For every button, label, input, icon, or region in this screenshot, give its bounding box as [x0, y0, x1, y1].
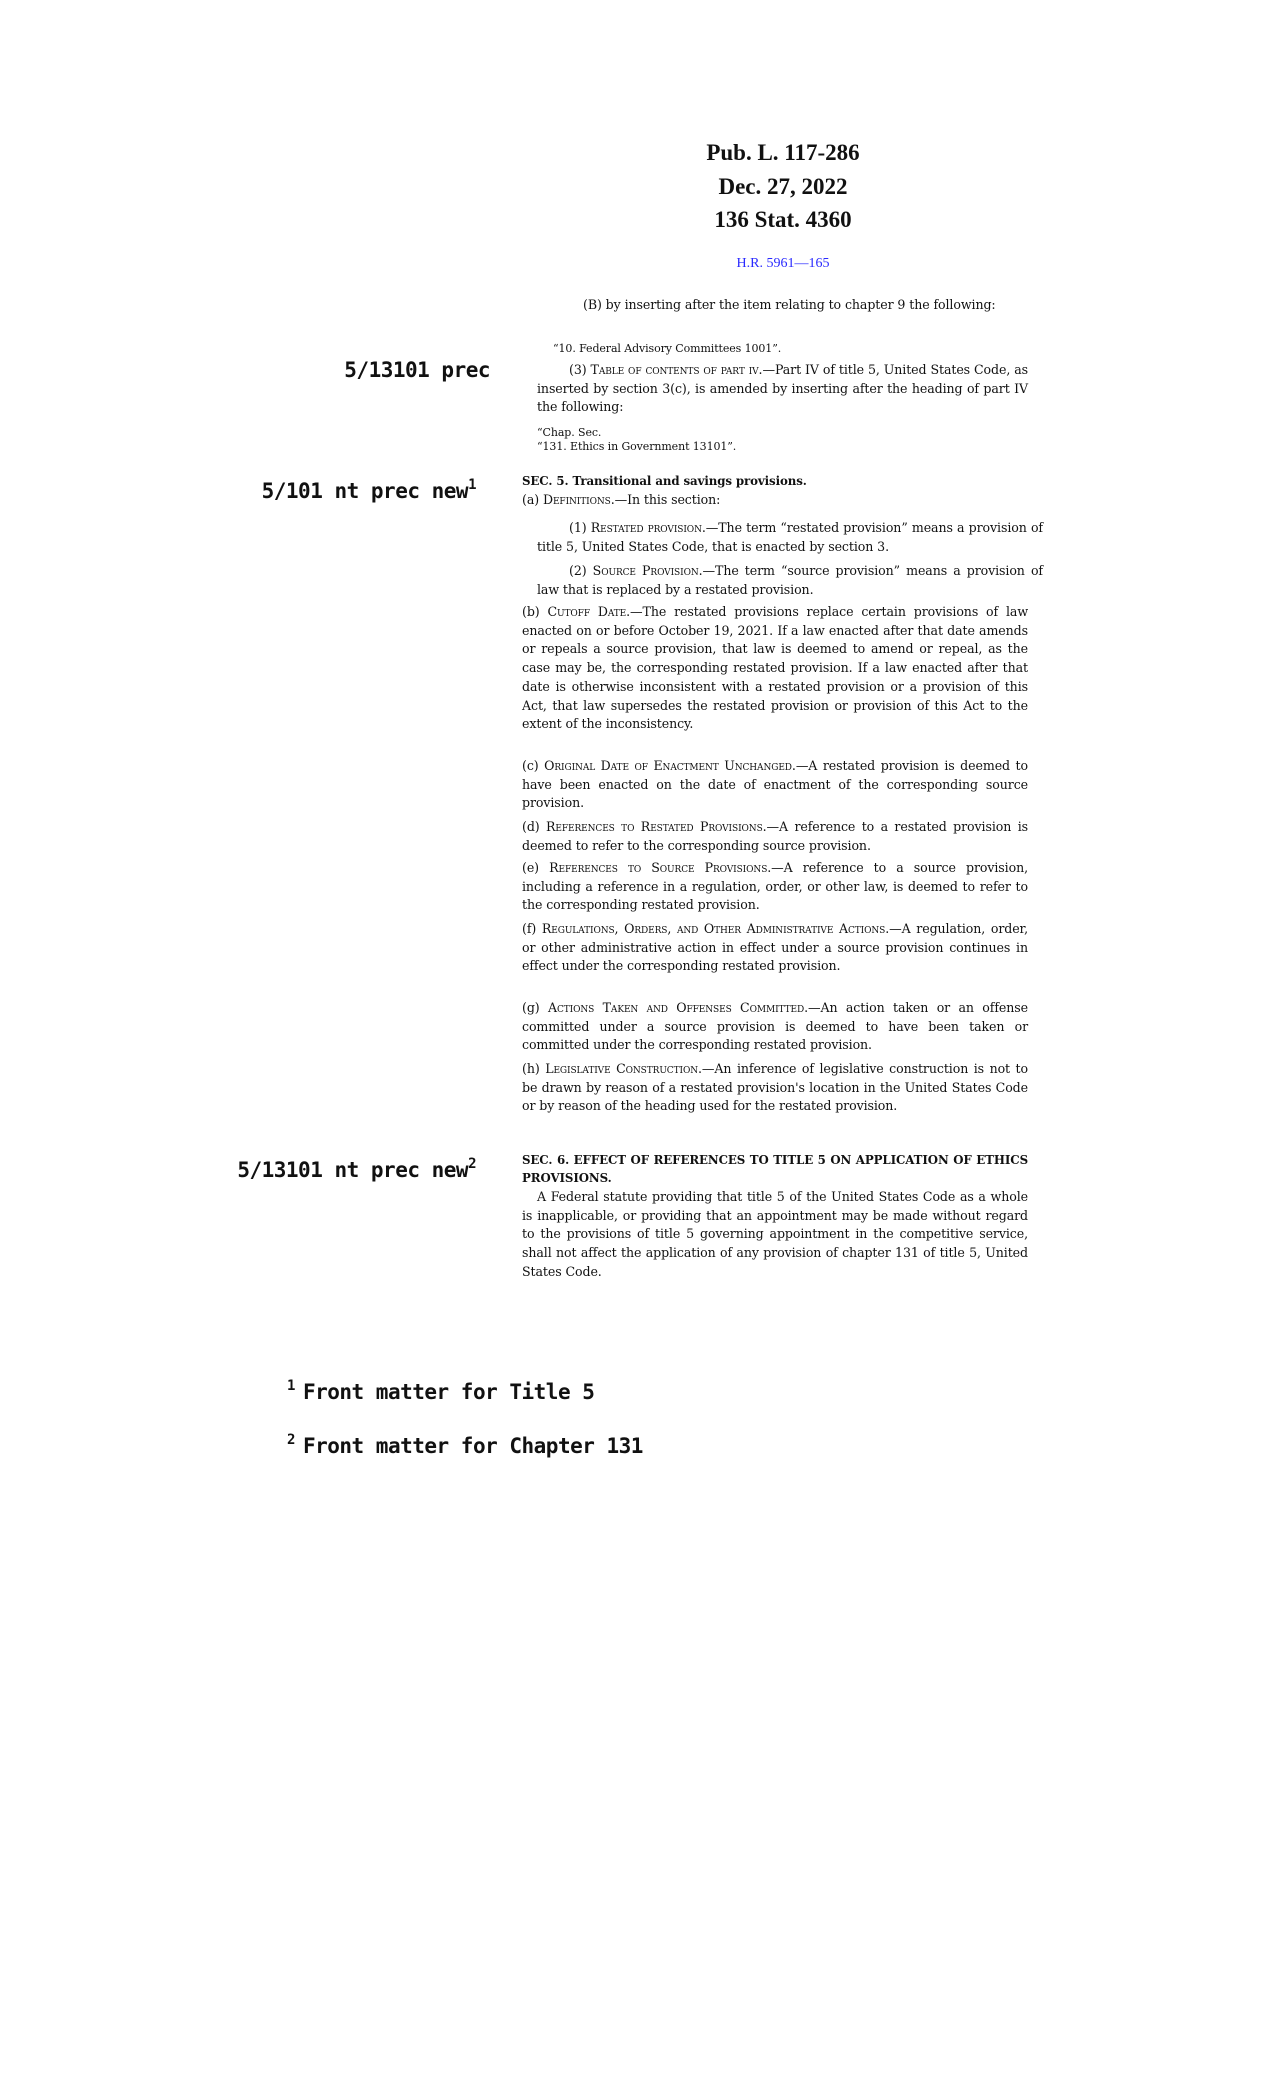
subsection-h — [522, 1060, 1028, 1116]
num: (a) — [522, 492, 543, 507]
enactment-date: Dec. 27, 2022 — [718, 174, 848, 199]
paragraph-a1 — [522, 519, 1043, 556]
subsection-b — [522, 603, 1028, 734]
heading: References to Restated Provisions. — [546, 819, 767, 834]
text: —In this section: — [614, 492, 721, 507]
subsection-d — [522, 818, 1028, 855]
num: (3) — [569, 362, 591, 377]
num: (c) — [522, 758, 545, 773]
margin-note-101-nt-prec-new — [262, 472, 476, 504]
footnote-ref[interactable]: 1 — [468, 477, 476, 493]
heading: Table of contents of part iv. — [590, 362, 763, 377]
toc-line-2: “131. Ethics in Government 13101”. — [537, 440, 737, 453]
subsection-e — [522, 859, 1028, 915]
heading: Actions Taken and Offenses Committed. — [547, 1000, 808, 1015]
heading: Restated provision. — [590, 520, 706, 535]
text: —The term “restated provision” means a provision of title 5, United States Code, that is enacted by section 3. — [537, 520, 1043, 554]
paragraph-a2 — [522, 562, 1043, 599]
heading: Definitions. — [542, 492, 615, 507]
text: —An inference of legislative construction is not to be drawn by reason of a restated provision's location in the United States Code or by reason of the heading used for the restated provision. — [522, 1061, 1028, 1114]
text: —A restated provision is deemed to have been enacted on the date of enactment of the corresponding source provision. — [522, 758, 1029, 811]
heading: Legislative Construction. — [545, 1061, 702, 1076]
num: (b) — [522, 604, 548, 619]
footnote-text: Front matter for Chapter 131 — [302, 1434, 643, 1458]
text: —The term “source provision” means a provision of law that is replaced by a restated provision. — [537, 563, 1043, 597]
margin-note-13101-nt-prec-new — [237, 1151, 476, 1183]
footnote-number: 1 — [287, 1378, 295, 1394]
footnote-2 — [287, 1427, 643, 1459]
text: 5/13101 nt prec new — [237, 1158, 469, 1182]
footnote-ref[interactable]: 2 — [468, 1156, 476, 1172]
section-6-text: A Federal statute providing that title 5 of the United States Code as a whole is inapplicable, or providing that an appointment may be made without regard to the provisions of title 5 governing appointment in the competitive service, shall not affect the application of any provision of chapter 131 of title 5, United States Code. — [522, 1189, 1028, 1279]
subsection-c — [522, 757, 1028, 813]
num: (e) — [522, 860, 550, 875]
text: —A reference to a source provision, including a reference in a regulation, order, or other law, is deemed to refer to the corresponding restated provision. — [522, 860, 1028, 913]
num: (1) — [569, 520, 591, 535]
text: —A regulation, order, or other administrative action in effect under a source provision continues in effect under the corresponding restated provision. — [522, 921, 1029, 974]
num: (g) — [522, 1000, 548, 1015]
num: (2) — [569, 563, 593, 578]
subsection-f — [522, 920, 1028, 976]
heading: Original Date of Enactment Unchanged. — [544, 758, 796, 773]
text: —The restated provisions replace certain provisions of law enacted on or before October 19, 2021. If a law enacted after that date amends or repeals a source provision, that law is deemed to amend or repeal, as the case may be, the corresponding restated provision. If a law enacted after that date is otherwise inconsistent with a restated provision or a provision of this Act, that law supersedes the restated provision or provision of this Act to the extent of the inconsistency. — [522, 604, 1028, 732]
statute-page: 136 Stat. 4360 — [714, 207, 852, 232]
text: —A reference to a restated provision is deemed to refer to the corresponding source provision. — [522, 819, 1028, 853]
num: (h) — [522, 1061, 546, 1076]
text: —An action taken or an offense committed under a source provision is deemed to have been taken or committed under the corresponding restated provision. — [522, 1000, 1028, 1053]
public-law-number: Pub. L. 117-286 — [706, 140, 860, 165]
toc-line-1: “Chap. Sec. — [537, 426, 602, 439]
heading: Cutoff Date. — [547, 604, 631, 619]
heading: Source Provision. — [592, 563, 703, 578]
num: (d) — [522, 819, 547, 834]
footnote-number: 2 — [287, 1432, 295, 1448]
text: 5/101 nt prec new — [261, 479, 469, 503]
heading: Regulations, Orders, and Other Administrative Actions. — [541, 921, 890, 936]
section-6-heading: SEC. 6. EFFECT OF REFERENCES TO TITLE 5 ON APPLICATION OF ETHICS PROVISIONS. — [522, 1153, 1028, 1185]
footnote-1 — [287, 1373, 594, 1405]
margin-note-13101-prec: 5/13101 prec — [344, 358, 490, 382]
footnote-text: Front matter for Title 5 — [302, 1380, 595, 1404]
quoted-toc-item: “10. Federal Advisory Committees 1001”. — [553, 342, 782, 355]
section-5-heading: SEC. 5. Transitional and savings provisions. — [522, 474, 807, 488]
text: (B) by inserting after the item relating to chapter 9 the following: — [583, 297, 996, 312]
paragraph-3 — [537, 361, 1028, 417]
paragraph-b-item — [553, 296, 1028, 315]
num: (f) — [522, 921, 542, 936]
bill-link[interactable]: H.R. 5961—165 — [736, 256, 830, 271]
subsection-a — [522, 491, 1028, 510]
heading: References to Source Provisions. — [549, 860, 772, 875]
subsection-g — [522, 999, 1028, 1055]
text: —Part IV of title 5, United States Code, as inserted by section 3(c), is amended by inserting after the heading of part IV the following: — [537, 362, 1028, 415]
